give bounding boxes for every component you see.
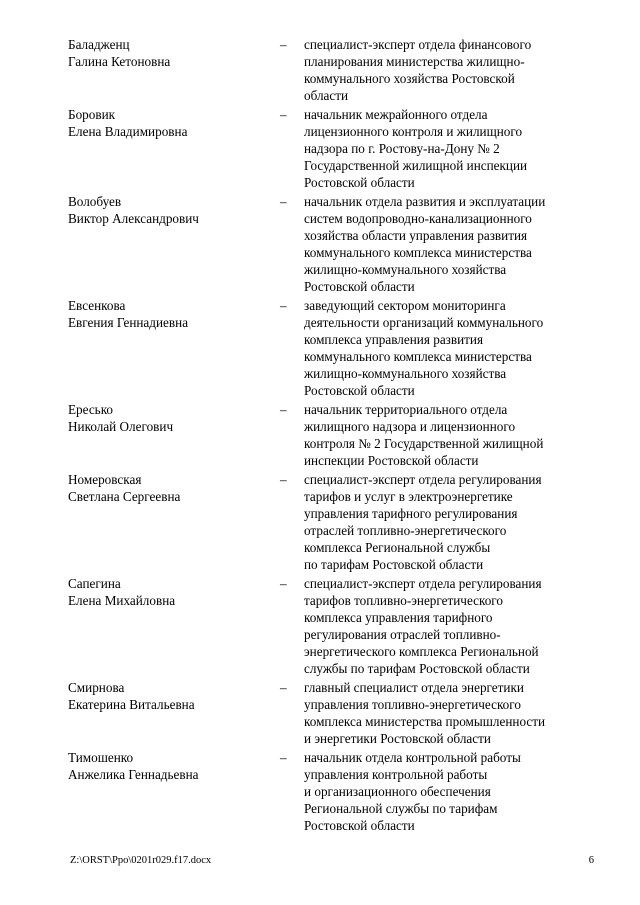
- desc-line: комплекса управления тарифного: [304, 610, 493, 625]
- given-names: Галина Кетоновна: [68, 54, 171, 69]
- person-name: [68, 471, 268, 505]
- given-names: Анжелика Геннадьевна: [68, 767, 199, 782]
- desc-line: специалист-эксперт отдела финансового: [304, 37, 532, 52]
- given-names: Виктор Александрович: [68, 211, 199, 226]
- staff-list: [68, 36, 598, 834]
- list-item: [68, 749, 598, 834]
- desc-line: комплекса управления развития: [304, 332, 484, 347]
- desc-line: деятельности организаций коммунального: [304, 315, 544, 330]
- desc-line: области: [304, 88, 349, 103]
- surname: Боровик: [68, 107, 116, 122]
- person-name: [68, 297, 268, 331]
- desc-line: энергетического комплекса Региональной: [304, 644, 539, 659]
- position-description: [304, 297, 596, 399]
- surname: Тимошенко: [68, 750, 134, 765]
- surname: Смирнова: [68, 680, 125, 695]
- list-item: [68, 471, 598, 573]
- dash-separator: –: [280, 402, 287, 417]
- desc-line: по тарифам Ростовской области: [304, 557, 484, 572]
- desc-line: коммунального комплекса министерства: [304, 349, 532, 364]
- given-names: Екатерина Витальевна: [68, 697, 195, 712]
- desc-line: Ростовской области: [304, 818, 415, 833]
- given-names: Николай Олегович: [68, 419, 174, 434]
- desc-line: коммунального комплекса министерства: [304, 245, 532, 260]
- surname: Сапегина: [68, 576, 121, 591]
- desc-line: специалист-эксперт отдела регулирования: [304, 472, 542, 487]
- desc-line: и организационного обеспечения: [304, 784, 491, 799]
- desc-line: управления топливно-энергетического: [304, 697, 521, 712]
- desc-line: Государственной жилищной инспекции: [304, 158, 528, 173]
- position-description: [304, 106, 596, 191]
- position-description: [304, 471, 596, 573]
- desc-line: начальник межрайонного отдела: [304, 107, 488, 122]
- surname: Волобуев: [68, 194, 122, 209]
- list-item: [68, 193, 598, 295]
- dash-separator: –: [280, 576, 287, 591]
- desc-line: комплекса министерства промышленности: [304, 714, 546, 729]
- desc-line: и энергетики Ростовской области: [304, 731, 491, 746]
- desc-line: специалист-эксперт отдела регулирования: [304, 576, 542, 591]
- desc-line: Ростовской области: [304, 175, 415, 190]
- desc-line: жилищного надзора и лицензионного: [304, 419, 516, 434]
- person-name: [68, 679, 268, 713]
- person-name: [68, 749, 268, 783]
- desc-line: комплекса Региональной службы: [304, 540, 491, 555]
- desc-line: жилищно-коммунального хозяйства: [304, 262, 507, 277]
- given-names: Светлана Сергеевна: [68, 489, 181, 504]
- dash-separator: –: [280, 37, 287, 52]
- person-name: [68, 36, 268, 70]
- desc-line: жилищно-коммунального хозяйства: [304, 366, 507, 381]
- given-names: Евгения Геннадиевна: [68, 315, 189, 330]
- desc-line: заведующий сектором мониторинга: [304, 298, 506, 313]
- position-description: [304, 575, 596, 677]
- desc-line: начальник территориального отдела: [304, 402, 508, 417]
- desc-line: Ростовской области: [304, 383, 415, 398]
- desc-line: тарифов топливно-энергетического: [304, 593, 503, 608]
- desc-line: коммунального хозяйства Ростовской: [304, 71, 515, 86]
- desc-line: лицензионного контроля и жилищного: [304, 124, 523, 139]
- position-description: [304, 193, 596, 295]
- desc-line: тарифов и услуг в электроэнергетике: [304, 489, 513, 504]
- desc-line: Ростовской области: [304, 279, 415, 294]
- position-description: [304, 679, 596, 747]
- desc-line: управления контрольной работы: [304, 767, 488, 782]
- list-item: [68, 575, 598, 677]
- surname: Номеровская: [68, 472, 142, 487]
- person-name: [68, 401, 268, 435]
- given-names: Елена Михайловна: [68, 593, 176, 608]
- page-number: 6: [588, 855, 594, 866]
- list-item: [68, 679, 598, 747]
- desc-line: начальник отдела развития и эксплуатации: [304, 194, 546, 209]
- desc-line: контроля № 2 Государственной жилищной: [304, 436, 544, 451]
- desc-line: главный специалист отдела энергетики: [304, 680, 524, 695]
- desc-line: Региональной службы по тарифам: [304, 801, 498, 816]
- person-name: [68, 193, 268, 227]
- person-name: [68, 106, 268, 140]
- dash-separator: –: [280, 680, 287, 695]
- desc-line: надзора по г. Ростову-на-Дону № 2: [304, 141, 500, 156]
- desc-line: инспекции Ростовской области: [304, 453, 479, 468]
- desc-line: хозяйства области управления развития: [304, 228, 528, 243]
- list-item: [68, 36, 598, 104]
- position-description: [304, 749, 596, 834]
- dash-separator: –: [280, 750, 287, 765]
- dash-separator: –: [280, 472, 287, 487]
- desc-line: регулирования отраслей топливно-: [304, 627, 501, 642]
- list-item: [68, 401, 598, 469]
- dash-separator: –: [280, 298, 287, 313]
- dash-separator: –: [280, 107, 287, 122]
- list-item: [68, 297, 598, 399]
- given-names: Елена Владимировна: [68, 124, 188, 139]
- desc-line: управления тарифного регулирования: [304, 506, 518, 521]
- person-name: [68, 575, 268, 609]
- desc-line: планирования министерства жилищно-: [304, 54, 525, 69]
- surname: Ересько: [68, 402, 114, 417]
- desc-line: систем водопроводно-канализационного: [304, 211, 532, 226]
- footer-file-path: Z:\ORST\Ppo\0201r029.f17.docx: [70, 855, 212, 866]
- list-item: [68, 106, 598, 191]
- surname: Баладженц: [68, 37, 130, 52]
- desc-line: отраслей топливно-энергетического: [304, 523, 507, 538]
- surname: Евсенкова: [68, 298, 126, 313]
- position-description: [304, 36, 596, 104]
- position-description: [304, 401, 596, 469]
- dash-separator: –: [280, 194, 287, 209]
- desc-line: начальник отдела контрольной работы: [304, 750, 521, 765]
- desc-line: службы по тарифам Ростовской области: [304, 661, 530, 676]
